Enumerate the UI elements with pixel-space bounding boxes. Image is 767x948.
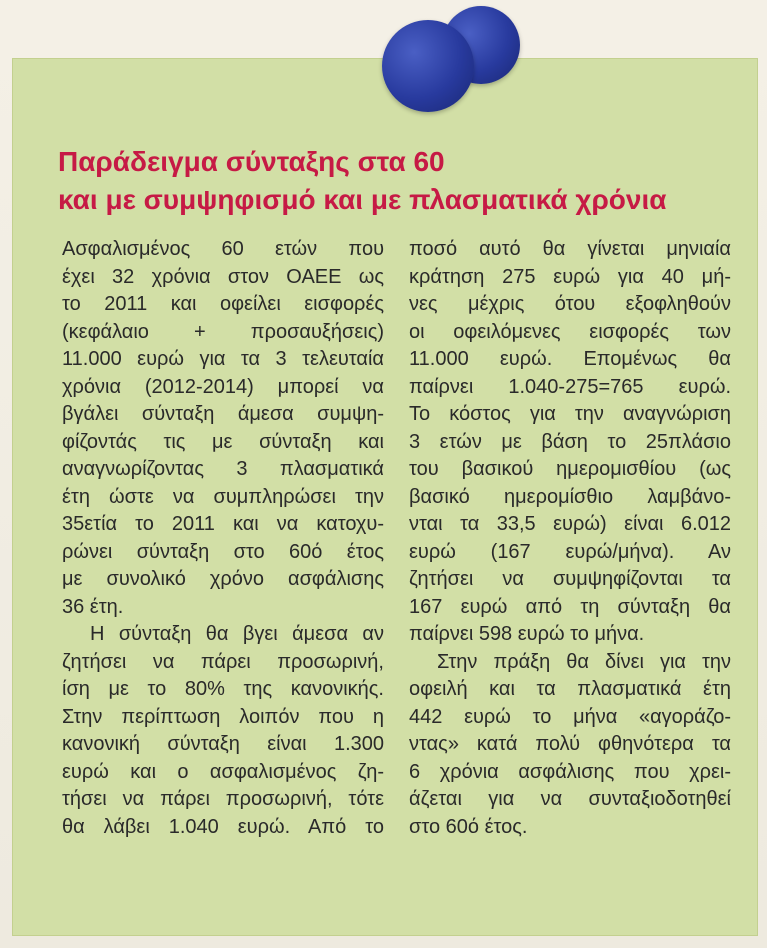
text-line: ντας» κατά πολύ φθηνότερα τα [409,733,731,755]
text-line: Η σύνταξη θα βγει άμεσα αν [90,623,384,645]
text-line: αναγνωρίζοντας 3 πλασματικά [62,458,384,480]
text-line: ίση με το 80% της κανονικής. [62,678,384,700]
text-line: φίζοντάς τις με σύνταξη και [62,430,384,453]
text-line: 167 ευρώ από τη σύνταξη θα [409,595,731,618]
paragraph [409,236,731,649]
article-heading [58,143,748,219]
text-line: ρώνει σύνταξη στο 60ό έτος [62,540,384,563]
text-line: ζητήσει να συμψηφίζονται τα [409,568,731,590]
heading-line: και με συμψηφισμό και με πλασματικά χρόνια [58,184,667,215]
text-line: βασικό ημερομίσθιο λαμβάνο- [409,485,731,508]
text-line: κανονική σύνταξη είναι 1.300 [62,733,384,755]
text-line: ποσό αυτό θα γίνεται μηνιαία [409,238,731,260]
text-line: νται τα 33,5 ευρώ) είναι 6.012 [409,513,731,535]
paragraph [62,621,384,841]
text-line: 3 ετών με βάση το 25πλάσιο [409,430,731,453]
text-line: θα λάβει 1.040 ευρώ. Από το [62,815,384,838]
heading-line: Παράδειγμα σύνταξης στα 60 [58,146,445,177]
left-column [62,236,384,841]
right-column [409,236,731,841]
text-line: οφειλή και τα πλασματικά έτη [409,678,731,700]
text-line: στο 60ό έτος. [409,815,528,838]
text-line: Στην πράξη θα δίνει για την [437,650,731,673]
text-line: 11.000 ευρώ. Επομένως θα [409,348,731,370]
text-line: 11.000 ευρώ για τα 3 τελευταία [62,348,384,370]
text-line: 35ετία το 2011 και να κατοχυ- [62,513,384,535]
text-line: παίρνει 598 ευρώ το μήνα. [409,623,645,645]
text-line: έτη ώστε να συμπληρώσει την [62,485,384,508]
text-line: οι οφειλόμενες εισφορές των [409,320,731,343]
text-line: παίρνει 1.040-275=765 ευρώ. [409,375,731,398]
text-line: ευρώ (167 ευρώ/μήνα). Αν [409,540,731,563]
text-line: χρόνια (2012-2014) μπορεί να [62,375,384,398]
text-line: έχει 32 χρόνια στον ΟΑΕΕ ως [62,265,384,288]
text-line: με συνολικό χρόνο ασφάλισης [62,568,384,590]
text-line: Ασφαλισμένος 60 ετών που [62,238,384,260]
paragraph [409,649,731,842]
text-line: το 2011 και οφείλει εισφορές [62,293,384,315]
text-line: νες μέχρις ότου εξοφληθούν [409,293,731,315]
text-line: Το κόστος για την αναγνώριση [409,403,731,425]
paragraph [62,236,384,621]
text-line: ζητήσει να πάρει προσωρινή, [62,650,384,673]
text-line: 442 ευρώ το μήνα «αγοράζο- [409,705,731,728]
text-line: κράτηση 275 ευρώ για 40 μή- [409,265,731,288]
text-line: του βασικού ημερομισθίου (ως [409,458,731,480]
text-line: Στην περίπτωση λοιπόν που η [62,705,384,728]
text-line: τήσει να πάρει προσωρινή, τότε [62,788,384,810]
text-line: άζεται για να συνταξιοδοτηθεί [409,788,731,810]
text-line: βγάλει σύνταξη άμεσα συμψη- [62,403,384,425]
text-line: 6 χρόνια ασφάλισης που χρει- [409,760,731,783]
decorative-blue-circle [382,20,474,112]
text-line: ευρώ και ο ασφαλισμένος ζη- [62,760,384,783]
text-line: 36 έτη. [62,595,124,618]
text-line: (κεφάλαιο + προσαυξήσεις) [62,320,384,343]
